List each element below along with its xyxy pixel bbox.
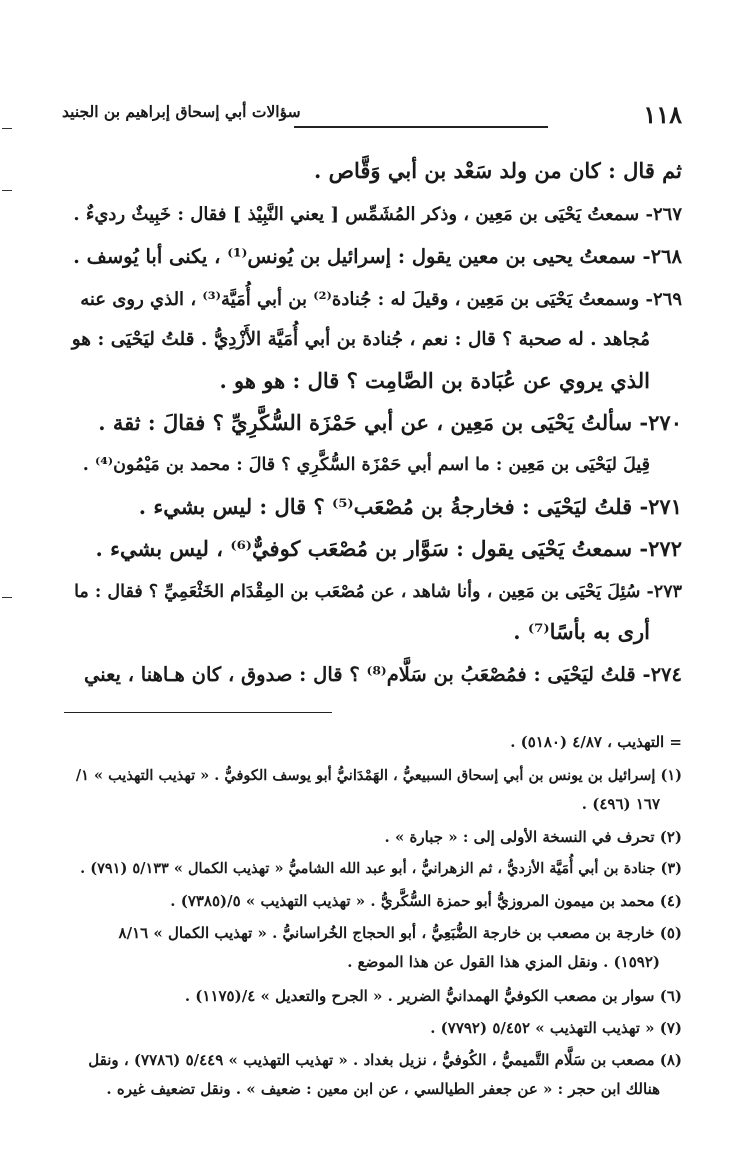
- text-line: أرى به بأسًا⁽⁷⁾ .: [513, 619, 650, 644]
- footnote-line: (٣) جنادة بن أبي أُمَيَّة الأزديُّ ، ثم الزهرانيُّ ، أبو عبد الله الشاميُّ « تهذيب الكمال » ٥/١٣٣ (٧٩١) .: [80, 860, 682, 877]
- margin-mark: [2, 128, 12, 129]
- text-line: مُجاهد . له صحبة ؟ قال : نعم ، جُنادة بن أبي أُمَيَّة الأَزْدِيُّ . قلتُ ليَحْيَى : هو: [71, 329, 650, 350]
- footnote-line: (١٥٩٢) . ونقل المزي هذا القول عن هذا الموضع .: [347, 953, 660, 971]
- footnote-line: (٦) سوار بن مصعب الكوفيُّ الهمدانيُّ الضرير . « الجرح والتعديل » ٤/(١١٧٥) .: [184, 987, 682, 1005]
- text-line: ثم قال : كان من ولد سَعْد بن أبي وَقَّاص .: [313, 158, 682, 183]
- footnote-line: (٤) محمد بن ميمون المروزيُّ أبو حمزة السُّكَّريُّ . « تهذيب التهذيب » ٥/(٧٣٨٥) .: [170, 892, 682, 910]
- margin-mark: [2, 190, 12, 191]
- text-line: ٢٦٧- سمعتُ يَحْيَى بن مَعِين ، وذكر المُشَمِّس [ يعني النَّبِيْذ ] فقال : خَبِيثٌ رديءٌ .: [73, 204, 682, 225]
- footnote-line: = التهذيب ، ٤/٨٧ (٥١٨٠) .: [510, 733, 682, 751]
- margin-mark: [2, 597, 12, 598]
- footnote-line: ١٦٧ (٤٩٦) .: [581, 795, 660, 813]
- running-title: سؤالات أبي إسحاق إبراهيم بن الجنيد: [62, 102, 301, 121]
- text-line: ٢٧٢- سمعتُ يَحْيَى يقول : سَوَّار بن مُصْعَب كوفيٌّ⁽⁶⁾ ، ليس بشيء .: [95, 536, 682, 561]
- footnote-line: هنالك ابن حجر : « عن جعفر الطيالسي ، عن ابن معين : ضعيف » . ونقل تضعيف غيره .: [106, 1080, 660, 1098]
- footnote-line: (٨) مصعب بن سَلَّام التَّميميُّ ، الكُوفيُّ ، نزيل بغداد . « تهذيب التهذيب » ٥/٤٤٩ (٧٧٨٦) ، ونقل: [88, 1051, 682, 1069]
- footnote-line: (٥) خارجة بن مصعب بن خارجة الضُّبَعِيُّ ، أبو الحجاج الخُراسانيُّ . « تهذيب الكمال » ٨/١٦: [118, 924, 682, 942]
- text-line: ٢٦٨- سمعتُ يحيى بن معين يقول : إسرائيل بن يُونس⁽¹⁾ ، يكنى أبا يُوسف .: [73, 245, 682, 268]
- footnote-line: (٢) تحرف في النسخة الأولى إلى : « جبارة » .: [384, 828, 682, 846]
- header-rule: [294, 126, 548, 128]
- page-header: [62, 98, 682, 134]
- text-line: ٢٧١- قلتُ ليَحْيَى : فخارجةُ بن مُصْعَب⁽⁵⁾ ؟ قال : ليس بشيء .: [138, 494, 682, 519]
- footnote-rule: [64, 712, 332, 713]
- text-line: ٢٦٩- وسمعتُ يَحْيَى بن مَعِين ، وقيلَ له : جُنادة⁽²⁾ بن أبي أُمَيَّة⁽³⁾ ، الذي روى عنه: [80, 289, 682, 310]
- footnote-line: (٧) « تهذيب التهذيب » ٥/٤٥٢ (٧٧٩٢) .: [430, 1019, 682, 1037]
- page-number: ١١٨: [643, 100, 682, 129]
- footnote-line: (١) إسرائيل بن يونس بن أبي إسحاق السبيعيُّ ، الهَمْدَانيُّ أبو يوسف الكوفيُّ . « تهذيب التهذيب » ١/: [75, 767, 682, 784]
- text-line: ٢٧٣- سُئِلَ يَحْيَى بن مَعِين ، وأنا شاهد ، عن مُصْعَب بن المِقْدَام الخَثْعَمِيِّ ؟ فقال : ما: [74, 582, 682, 602]
- text-line: ٢٧٠- سألتُ يَحْيَى بن مَعِين ، عن أبي حَمْزَة السُّكَّرِيِّ ؟ فقالَ : ثقة .: [98, 410, 682, 435]
- text-line: قِيلَ ليَحْيَى بن مَعِين : ما اسم أبي حَمْزَة السُّكَّرِي ؟ قالَ : محمد بن مَيْمُون⁽⁴⁾ .: [82, 455, 650, 475]
- text-line: الذي يروي عن عُبَادة بن الصَّامِت ؟ قال : هو هو .: [219, 368, 650, 393]
- text-line: ٢٧٤- قلتُ ليَحْيَى : فمُصْعَبُ بن سَلَّام⁽⁸⁾ ؟ قال : صدوق ، كان هـاهنا ، يعني: [83, 663, 682, 686]
